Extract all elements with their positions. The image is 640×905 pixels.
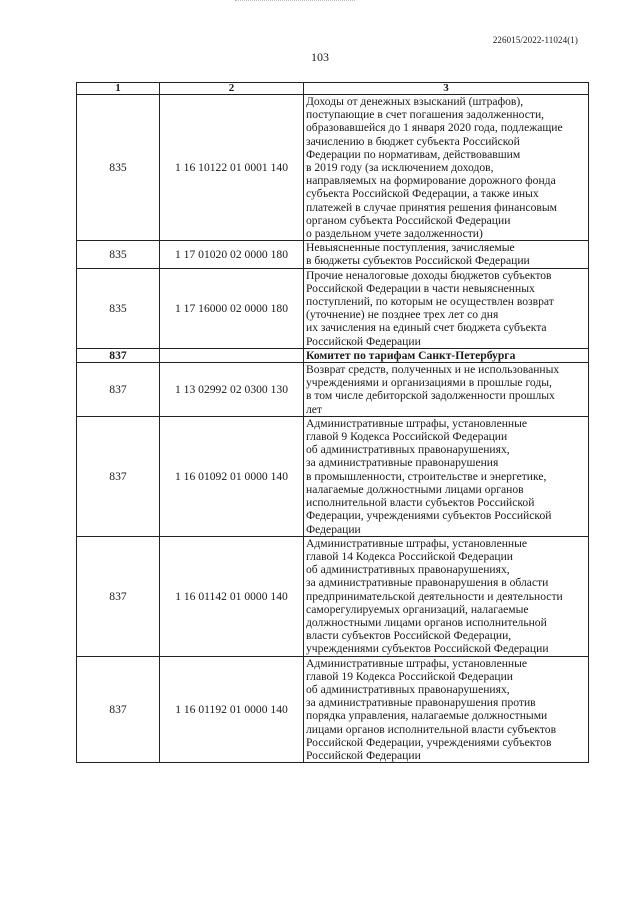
description-line: направляемых на формирование дорожного фонда [306, 174, 556, 188]
income-description-cell [304, 348, 589, 362]
income-description-cell [304, 363, 589, 417]
description-line: Доходы от денежных взысканий (штрафов), [306, 95, 524, 108]
table-row [77, 656, 589, 763]
description-line: лет [306, 402, 322, 416]
description-line: Федерации по нормативам, действовавшим [306, 147, 521, 161]
income-description-cell [304, 95, 589, 241]
page-number: 103 [311, 50, 329, 64]
description-line: саморегулируемых организаций, налагаемые [306, 602, 529, 616]
table-row [77, 241, 589, 268]
description-line: в 2019 году (за исключением доходов, [306, 161, 494, 175]
admin-code-cell: 837 [77, 363, 160, 417]
budget-classification-code-cell: 1 16 01142 01 0000 140 [160, 536, 304, 656]
description-line: об административных правонарушениях, [306, 443, 510, 457]
description-line: Федерации [306, 522, 361, 536]
description-line: их зачисления на единый счет бюджета субъекта [306, 321, 547, 335]
description-line: Возврат средств, полученных и не использованных [306, 363, 560, 377]
budget-classification-code-cell [160, 348, 304, 362]
description-line: Российской Федерации [306, 748, 421, 762]
income-description-cell [304, 536, 589, 656]
table-row [77, 363, 589, 417]
description-line: поступающие в счет погашения задолженности, [306, 108, 545, 122]
document-id: 226015/2022-11024(1) [492, 35, 578, 45]
description-line: Административные штрафы, установленные [306, 536, 528, 550]
table-row [77, 536, 589, 656]
description-line: предпринимательской деятельности и деятельности [306, 589, 563, 603]
description-line: в бюджеты субъектов Российской Федерации [306, 254, 530, 268]
admin-code-cell: 837 [77, 416, 160, 536]
description-line: Федерации, учреждениями субъектов Российской [306, 509, 552, 523]
description-line: учреждениями субъектов Российской Федерации [306, 642, 549, 656]
description-line: (уточнение) не позднее трех лет со дня [306, 308, 499, 322]
budget-classification-code-cell: 1 16 10122 01 0001 140 [160, 95, 304, 241]
income-description-cell [304, 268, 589, 348]
description-line: за административные правонарушения в области [306, 576, 549, 590]
description-line: платежей в случае принятия решения финансовым [306, 200, 557, 214]
table-row [77, 416, 589, 536]
description-line: лицами органов исполнительной власти субъектов [306, 722, 557, 736]
description-line: Невыясненные поступления, зачисляемые [306, 241, 515, 255]
description-line: в том числе дебиторской задолженности прошлых [306, 389, 555, 403]
description-line: об административных правонарушениях, [306, 682, 510, 696]
budget-classification-code-cell: 1 16 01192 01 0000 140 [160, 656, 304, 763]
description-line: о раздельном учете задолженности) [306, 227, 483, 241]
column-header-2: 2 [160, 83, 304, 95]
admin-code-cell: 837 [77, 348, 160, 362]
description-line: за административные правонарушения [306, 456, 499, 470]
description-line: Российской Федерации [306, 334, 421, 348]
description-line: Российской Федерации, учреждениями субъектов [306, 735, 552, 749]
admin-code-cell: 837 [77, 536, 160, 656]
admin-code-cell: 835 [77, 268, 160, 348]
budget-classification-code-cell: 1 17 16000 02 0000 180 [160, 268, 304, 348]
description-line: учреждениями и организациями в прошлые годы, [306, 376, 552, 390]
budget-classification-code-cell: 1 16 01092 01 0000 140 [160, 416, 304, 536]
budget-classification-code-cell: 1 17 01020 02 0000 180 [160, 241, 304, 268]
scan-artifact [235, 0, 355, 4]
description-line: должностными лицами органов исполнительной [306, 615, 547, 629]
description-line: зачислению в бюджет субъекта Российской [306, 134, 520, 148]
column-header-1: 1 [77, 83, 160, 95]
description-line: Административные штрафы, установленные [306, 656, 528, 670]
description-line: Российской Федерации в части невыясненных [306, 281, 535, 295]
admin-code-cell: 835 [77, 95, 160, 241]
description-line: власти субъектов Российской Федерации, [306, 629, 512, 643]
description-line: субъекта Российской Федерации, а также иных [306, 187, 539, 201]
table-header-row [77, 83, 589, 95]
table-row [77, 268, 589, 348]
description-line: в промышленности, строительстве и энергетике, [306, 469, 547, 483]
admin-code-cell: 835 [77, 241, 160, 268]
description-line: поступлений, по которым не осуществлен возврат [306, 295, 554, 309]
description-line: исполнительной власти субъектов Российской [306, 496, 535, 510]
description-line: порядка управления, налагаемые должностными [306, 709, 548, 723]
description-line: органом субъекта Российской Федерации [306, 213, 511, 227]
budget-classification-code-cell: 1 13 02992 02 0300 130 [160, 363, 304, 417]
budget-codes-table [76, 82, 589, 763]
description-line: главой 9 Кодекса Российской Федерации [306, 430, 508, 444]
income-description-cell [304, 241, 589, 268]
description-line: Административные штрафы, установленные [306, 416, 528, 430]
table-body [77, 95, 589, 763]
description-line: образовавшейся до 1 января 2020 года, подлежащие [306, 121, 563, 135]
description-line: за административные правонарушения против [306, 696, 536, 710]
income-description-cell [304, 416, 589, 536]
column-header-3: 3 [304, 83, 589, 95]
income-description-cell [304, 656, 589, 763]
description-line: Прочие неналоговые доходы бюджетов субъектов [306, 268, 552, 282]
table-row [77, 95, 589, 241]
description-line: главой 19 Кодекса Российской Федерации [306, 669, 514, 683]
section-header-row [77, 348, 589, 362]
description-line: налагаемые должностными лицами органов [306, 482, 524, 496]
description-line: Комитет по тарифам Санкт-Петербурга [306, 348, 516, 362]
admin-code-cell: 837 [77, 656, 160, 763]
description-line: об административных правонарушениях, [306, 563, 510, 577]
description-line: главой 14 Кодекса Российской Федерации [306, 549, 514, 563]
